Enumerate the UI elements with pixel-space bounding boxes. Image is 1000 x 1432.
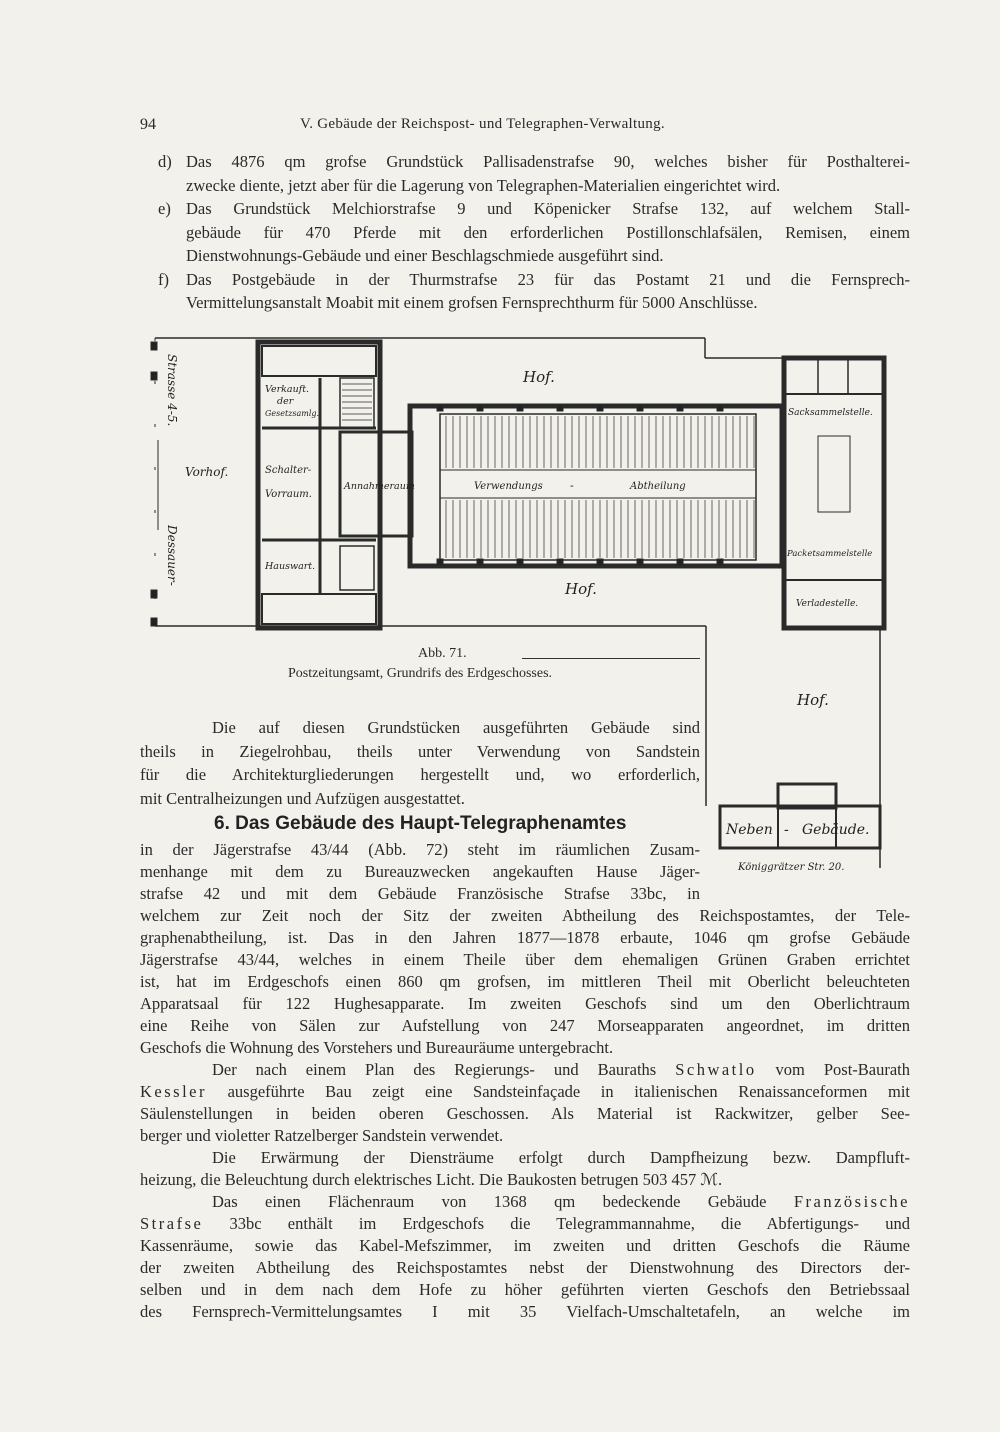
text-line: graphenabtheilung, ist. Das in den Jahren 1877—1878 erbaute, 1046 qm grofse Gebäude	[140, 928, 910, 947]
text-line	[140, 1191, 910, 1213]
text-line: des Fernsprech-Vermittelungsamtes I mit 35 Vielfach-Umschaltetafeln, an welche im	[140, 1302, 910, 1321]
running-title: V. Gebäude der Reichspost- und Telegraphen-Verwaltung.	[300, 116, 665, 132]
text-line: Apparatsaal für 122 Hughesapparate. Im zweiten Geschofs sind um den Oberlichtraum	[140, 994, 910, 1013]
text-line	[140, 1213, 910, 1235]
text-line: gebäude für 470 Pferde mit den erforderlichen Postillonschlafsälen, Remisen, einem	[186, 222, 910, 242]
column-pier	[597, 559, 603, 565]
label-neben-dash: -	[784, 822, 789, 838]
scale-bar	[522, 652, 700, 659]
column-pier	[557, 405, 563, 411]
text-line: für die Architekturgliederungen hergestellt und, wo erforderlich,	[140, 765, 700, 784]
label-sacksammelstelle: Sacksammelstelle.	[788, 408, 873, 418]
post-marker	[151, 372, 157, 380]
label-verkauf-2: der	[277, 396, 294, 407]
column-pier	[677, 405, 683, 411]
text-line: Die Erwärmung der Diensträume erfolgt durch Dampfheizung bezw. Dampfluft-	[212, 1148, 910, 1167]
list-marker: d)	[158, 152, 172, 171]
label-hof-bottom: Hof.	[565, 580, 597, 598]
page-number: 94	[140, 116, 156, 133]
staircase	[340, 378, 374, 428]
body-text	[140, 905, 910, 1323]
column-pier	[557, 559, 563, 565]
text-line: strafse 42 und mit dem Gebäude Französische Strafse 33bc, in	[140, 884, 700, 903]
text-line: menhange mit dem zu Bureauzwecken angekauften Hause Jäger-	[140, 862, 700, 881]
label-koeniggraetzer: Königgrätzer Str. 20.	[738, 862, 845, 873]
text-fragment: vom Post-Baurath	[756, 1060, 911, 1079]
column-pier	[437, 559, 443, 565]
column-pier	[637, 559, 643, 565]
right-wing-outline	[784, 358, 884, 628]
text-line	[140, 1081, 910, 1103]
text-line: zwecke diente, jetzt aber für die Lagerung von Telegraphen-Materialien eingerichtet wird.	[186, 175, 781, 195]
text-line: mit Centralheizungen und Aufzügen ausgestattet.	[140, 788, 465, 808]
text-line: der zweiten Abtheilung des Reichspostamtes nebst der Dienstwohnung des Directors der-	[140, 1258, 910, 1277]
column-pier	[717, 405, 723, 411]
text-line: Die auf diesen Grundstücken ausgeführten Gebäude sind	[212, 718, 700, 737]
text-line: Kassenräume, sowie das Kabel-Mefszimmer, im zweiten und dritten Geschofs die Räume	[140, 1236, 910, 1255]
column-pier	[477, 405, 483, 411]
column-pier	[597, 405, 603, 411]
neben-gebaeude-annex	[778, 784, 836, 808]
building-name: Französische	[793, 1192, 910, 1211]
label-verkauf-1: Verkauft.	[265, 384, 310, 395]
column-pier	[517, 405, 523, 411]
text-line: Das Grundstück Melchiorstrafse 9 und Köpenicker Strafse 132, auf welchem Stall-	[186, 199, 910, 218]
paragraph-materials	[140, 716, 700, 810]
label-dash: -	[570, 479, 574, 492]
label-neben: Neben	[726, 822, 773, 838]
text-line: Geschofs die Wohnung des Vorstehers und Bureauräume untergebracht.	[140, 1038, 614, 1057]
label-annahmeraum: Annahmeraum	[344, 481, 415, 492]
list-marker: e)	[158, 199, 171, 218]
text-line: selben und in dem nach dem Hofe zu höher geführten vierten Geschofs den Betriebssaal	[140, 1280, 910, 1299]
column-pier	[477, 559, 483, 565]
label-verladestelle: Verladestelle.	[796, 599, 859, 609]
text-line: ist, hat im Erdgeschofs einen 860 qm grofsen, im mittleren Theil mit Oberlicht beleuchteten	[140, 972, 910, 991]
label-street-bottom: Dessauer-	[165, 525, 179, 586]
staircase	[340, 546, 374, 590]
text-fragment: Das einen Flächenraum von 1368 qm bedeckende Gebäude	[212, 1192, 794, 1211]
label-schalter-1: Schalter-	[265, 465, 312, 476]
loading-area	[818, 436, 850, 512]
label-schalter-2: Vorraum.	[265, 489, 312, 500]
text-fragment: Der nach einem Plan des Regierungs- und Bauraths	[212, 1060, 676, 1079]
post-marker	[151, 342, 157, 350]
figure-number: Abb. 71.	[418, 646, 467, 661]
list-marker: f)	[158, 269, 169, 289]
text-line: in der Jägerstrafse 43/44 (Abb. 72) steht im räumlichen Zusam-	[140, 840, 700, 859]
corner-room	[262, 346, 376, 376]
label-verkauf-3: Gesetzsamlg.	[265, 409, 320, 418]
column-pier	[517, 559, 523, 565]
label-hauswart: Hauswart.	[265, 561, 316, 572]
text-line: heizung, die Beleuchtung durch elektrisches Licht. Die Baukosten betrugen 503 457 ℳ.	[140, 1170, 723, 1189]
text-line	[140, 1059, 910, 1081]
text-line: Jägerstrafse 43/44, welches in einem Theile über dem ehemaligen Grünen Graben errichtet	[140, 950, 910, 969]
text-line: Dienstwohnungs-Gebäude und einer Beschlagschmiede ausgeführt sind.	[186, 246, 664, 265]
person-name: Kessler	[140, 1082, 207, 1101]
figure-caption: Postzeitungsamt, Grundrifs des Erdgeschosses.	[288, 666, 553, 681]
text-line: berger und violetter Ratzelberger Sandstein verwendet.	[140, 1126, 504, 1145]
column-pier	[717, 559, 723, 565]
building-name: Strafse	[140, 1214, 204, 1233]
text-line: welchem zur Zeit noch der Sitz der zweiten Abtheilung des Reichspostamtes, der Tele-	[140, 906, 910, 925]
text-line: eine Reihe von Sälen zur Aufstellung von 247 Morseapparaten angeordnet, im dritten	[140, 1016, 910, 1035]
label-packetsammelstelle: Packetsammelstelle	[787, 549, 873, 559]
person-name: Schwatlo	[675, 1060, 757, 1079]
label-abtheilung: Abtheilung	[630, 481, 686, 492]
text-line: theils in Ziegelrohbau, theils unter Verwendung von Sandstein	[140, 741, 700, 761]
text-line: Das Postgebäude in der Thurmstrafse 23 für das Postamt 21 und die Fernsprech-	[186, 269, 910, 289]
label-verwendung: Verwendungs	[474, 481, 543, 492]
text-line: Säulenstellungen in beiden oberen Geschossen. Als Material ist Rackwitzer, gelber See-	[140, 1104, 910, 1123]
text-line: Vermittelungsanstalt Moabit mit einem grofsen Fernsprechthurm für 5000 Anschlüsse.	[186, 293, 758, 312]
label-hof-right: Hof.	[797, 691, 829, 709]
column-pier	[637, 405, 643, 411]
post-marker	[151, 590, 157, 598]
post-marker	[151, 618, 157, 626]
label-hof-top: Hof.	[523, 368, 555, 386]
text-line: Das 4876 qm grofse Grundstück Pallisadenstrafse 90, welches bisher für Posthalterei-	[186, 152, 910, 171]
label-street-top: Strasse 4-5.	[165, 354, 179, 427]
text-fragment: 33bc enthält im Erdgeschofs die Telegrammannahme, die Abfertigungs- und	[203, 1214, 910, 1233]
column-pier	[437, 405, 443, 411]
section-heading: 6. Das Gebäude des Haupt-Telegraphenamtes	[214, 813, 627, 834]
label-gebaeude: Gebäude.	[802, 822, 870, 838]
corner-room	[262, 594, 376, 624]
paragraph-intro	[140, 839, 700, 905]
label-vorhof: Vorhof.	[185, 465, 229, 479]
column-pier	[677, 559, 683, 565]
text-fragment: ausgeführte Bau zeigt eine Sandsteinfaçade in italienischen Renaissanceformen mit	[206, 1082, 910, 1101]
stair-treads	[342, 384, 372, 420]
